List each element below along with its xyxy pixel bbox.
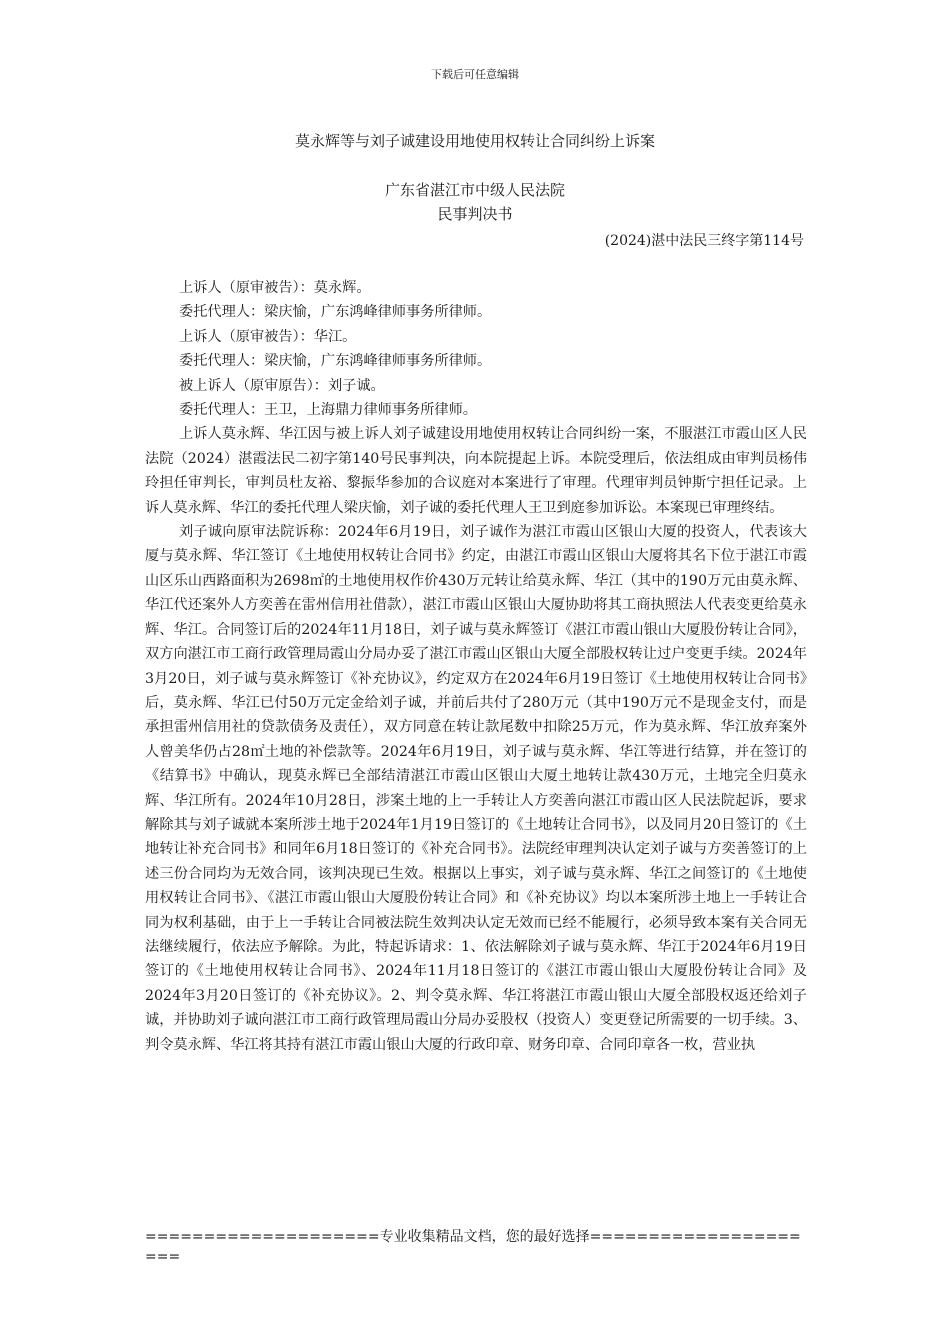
party-line: 委托代理人：梁庆愉，广东鸿峰律师事务所律师。: [179, 353, 492, 370]
body-paragraph: 上诉人莫永辉、华江因与被上诉人刘子诚建设用地使用权转让合同纠纷一案，不服湛江市霞山区人民法院（2024）湛霞法民二初字第140号民事判决，向本院提起上诉。本院受理后，依法组成由审判员杨伟玲担任审判长，审判员杜友裕、黎振华参加的合议庭对本案进行了审理。代理审判员钟斯宁担任记录。上诉人莫永辉、华江的委托代理人梁庆愉，刘子诚的委托代理人王卫到庭参加诉讼。本案现已审理终结。: [145, 426, 807, 516]
party-line: 委托代理人：王卫，上海鼎力律师事务所律师。: [179, 402, 477, 419]
document-body: [145, 276, 807, 1057]
party-line: 上诉人（原审被告）：华江。: [179, 328, 357, 345]
case-title: 莫永辉等与刘子诚建设用地使用权转让合同纠纷上诉案: [294, 132, 655, 150]
case-number: (2024)湛中法民三终字第114号: [604, 233, 804, 249]
court-name: 广东省湛江市中级人民法院: [384, 181, 565, 199]
body-paragraph: 刘子诚向原审法院诉称：2024年6月19日，刘子诚作为湛江市霞山区银山大厦的投资人，代表该大厦与莫永辉、华江签订《土地使用权转让合同书》约定，由湛江市霞山区银山大厦将其名下位于湛江市霞山区乐山西路面积为2698㎡的土地使用权作价430万元转让给莫永辉、华江（其中的190万元由莫永辉、华江代还案外人方奕善在雷州信用社借款），湛江市霞山区银山大厦协助将其工商执照法人代表变更给莫永辉、华江。合同签订后的2024年11月18日，刘子诚与莫永辉签订《湛江市霞山银山大厦股份转让合同》，双方向湛江市工商行政管理局霞山分局办妥了湛江市霞山区银山大厦全部股权转让过户变更手续。2024年3月20日，刘子诚与莫永辉签订《补充协议》，约定双方在2024年6月19日签订《土地使用权转让合同书》后，莫永辉、华江已付50万元定金给刘子诚，并前后共付了280万元（其中190万元不是现金支付，而是承担雷州信用社的贷款债务及责任），双方同意在转让款尾数中扣除25万元，作为莫永辉、华江放弃案外人曾美华仍占28㎡土地的补偿款等。2024年6月19日，刘子诚与莫永辉、华江等进行结算，并在签订的《结算书》中确认，现莫永辉已全部结清湛江市霞山区银山大厦土地转让款430万元，土地完全归莫永辉、华江所有。2024年10月28日，涉案土地的上一手转让人方奕善向湛江市霞山区人民法院起诉，要求解除其与刘子诚就本案所涉土地于2024年1月19日签订的《土地转让合同书》，以及同月20日签订的《土地转让补充合同书》和同年6月18日签订的《补充合同书》。法院经审理判决认定刘子诚与方奕善签订的上述三份合同均为无效合同，该判决现已生效。根据以上事实，刘子诚与莫永辉、华江之间签订的《土地使用权转让合同书》、《湛江市霞山银山大厦股份转让合同》和《补充协议》均以本案所涉土地上一手转让合同为权利基础，由于上一手转让合同被法院生效判决认定无效而已经不能履行，必须导致本案有关合同无法继续履行，依法应予解除。为此，特起诉请求：1、依法解除刘子诚与莫永辉、华江于2024年6月19日签订的《土地使用权转让合同书》、2024年11月18日签订的《湛江市霞山银山大厦股份转让合同》及2024年3月20日签订的《补充协议》。2、判令莫永辉、华江将湛江市霞山银山大厦全部股权返还给刘子诚，并协助刘子诚向湛江市工商行政管理局霞山分局办妥股权（投资人）变更登记所需要的一切手续。3、判令莫永辉、华江将其持有湛江市霞山银山大厦的行政印章、财务印章、合同印章各一枚，营业执: [145, 524, 807, 1053]
party-line: 上诉人（原审被告）：莫永辉。: [179, 280, 371, 296]
party-line: 被上诉人（原审原告）：刘子诚。: [179, 377, 385, 394]
document-type: 民事判决书: [437, 205, 513, 223]
party-line: 委托代理人：梁庆愉，广东鸿峰律师事务所律师。: [179, 304, 492, 321]
footer-banner: ====================专业收集精品文档，您的最好选择=====================: [145, 1229, 801, 1265]
download-note: 下载后可任意编辑: [431, 68, 519, 81]
